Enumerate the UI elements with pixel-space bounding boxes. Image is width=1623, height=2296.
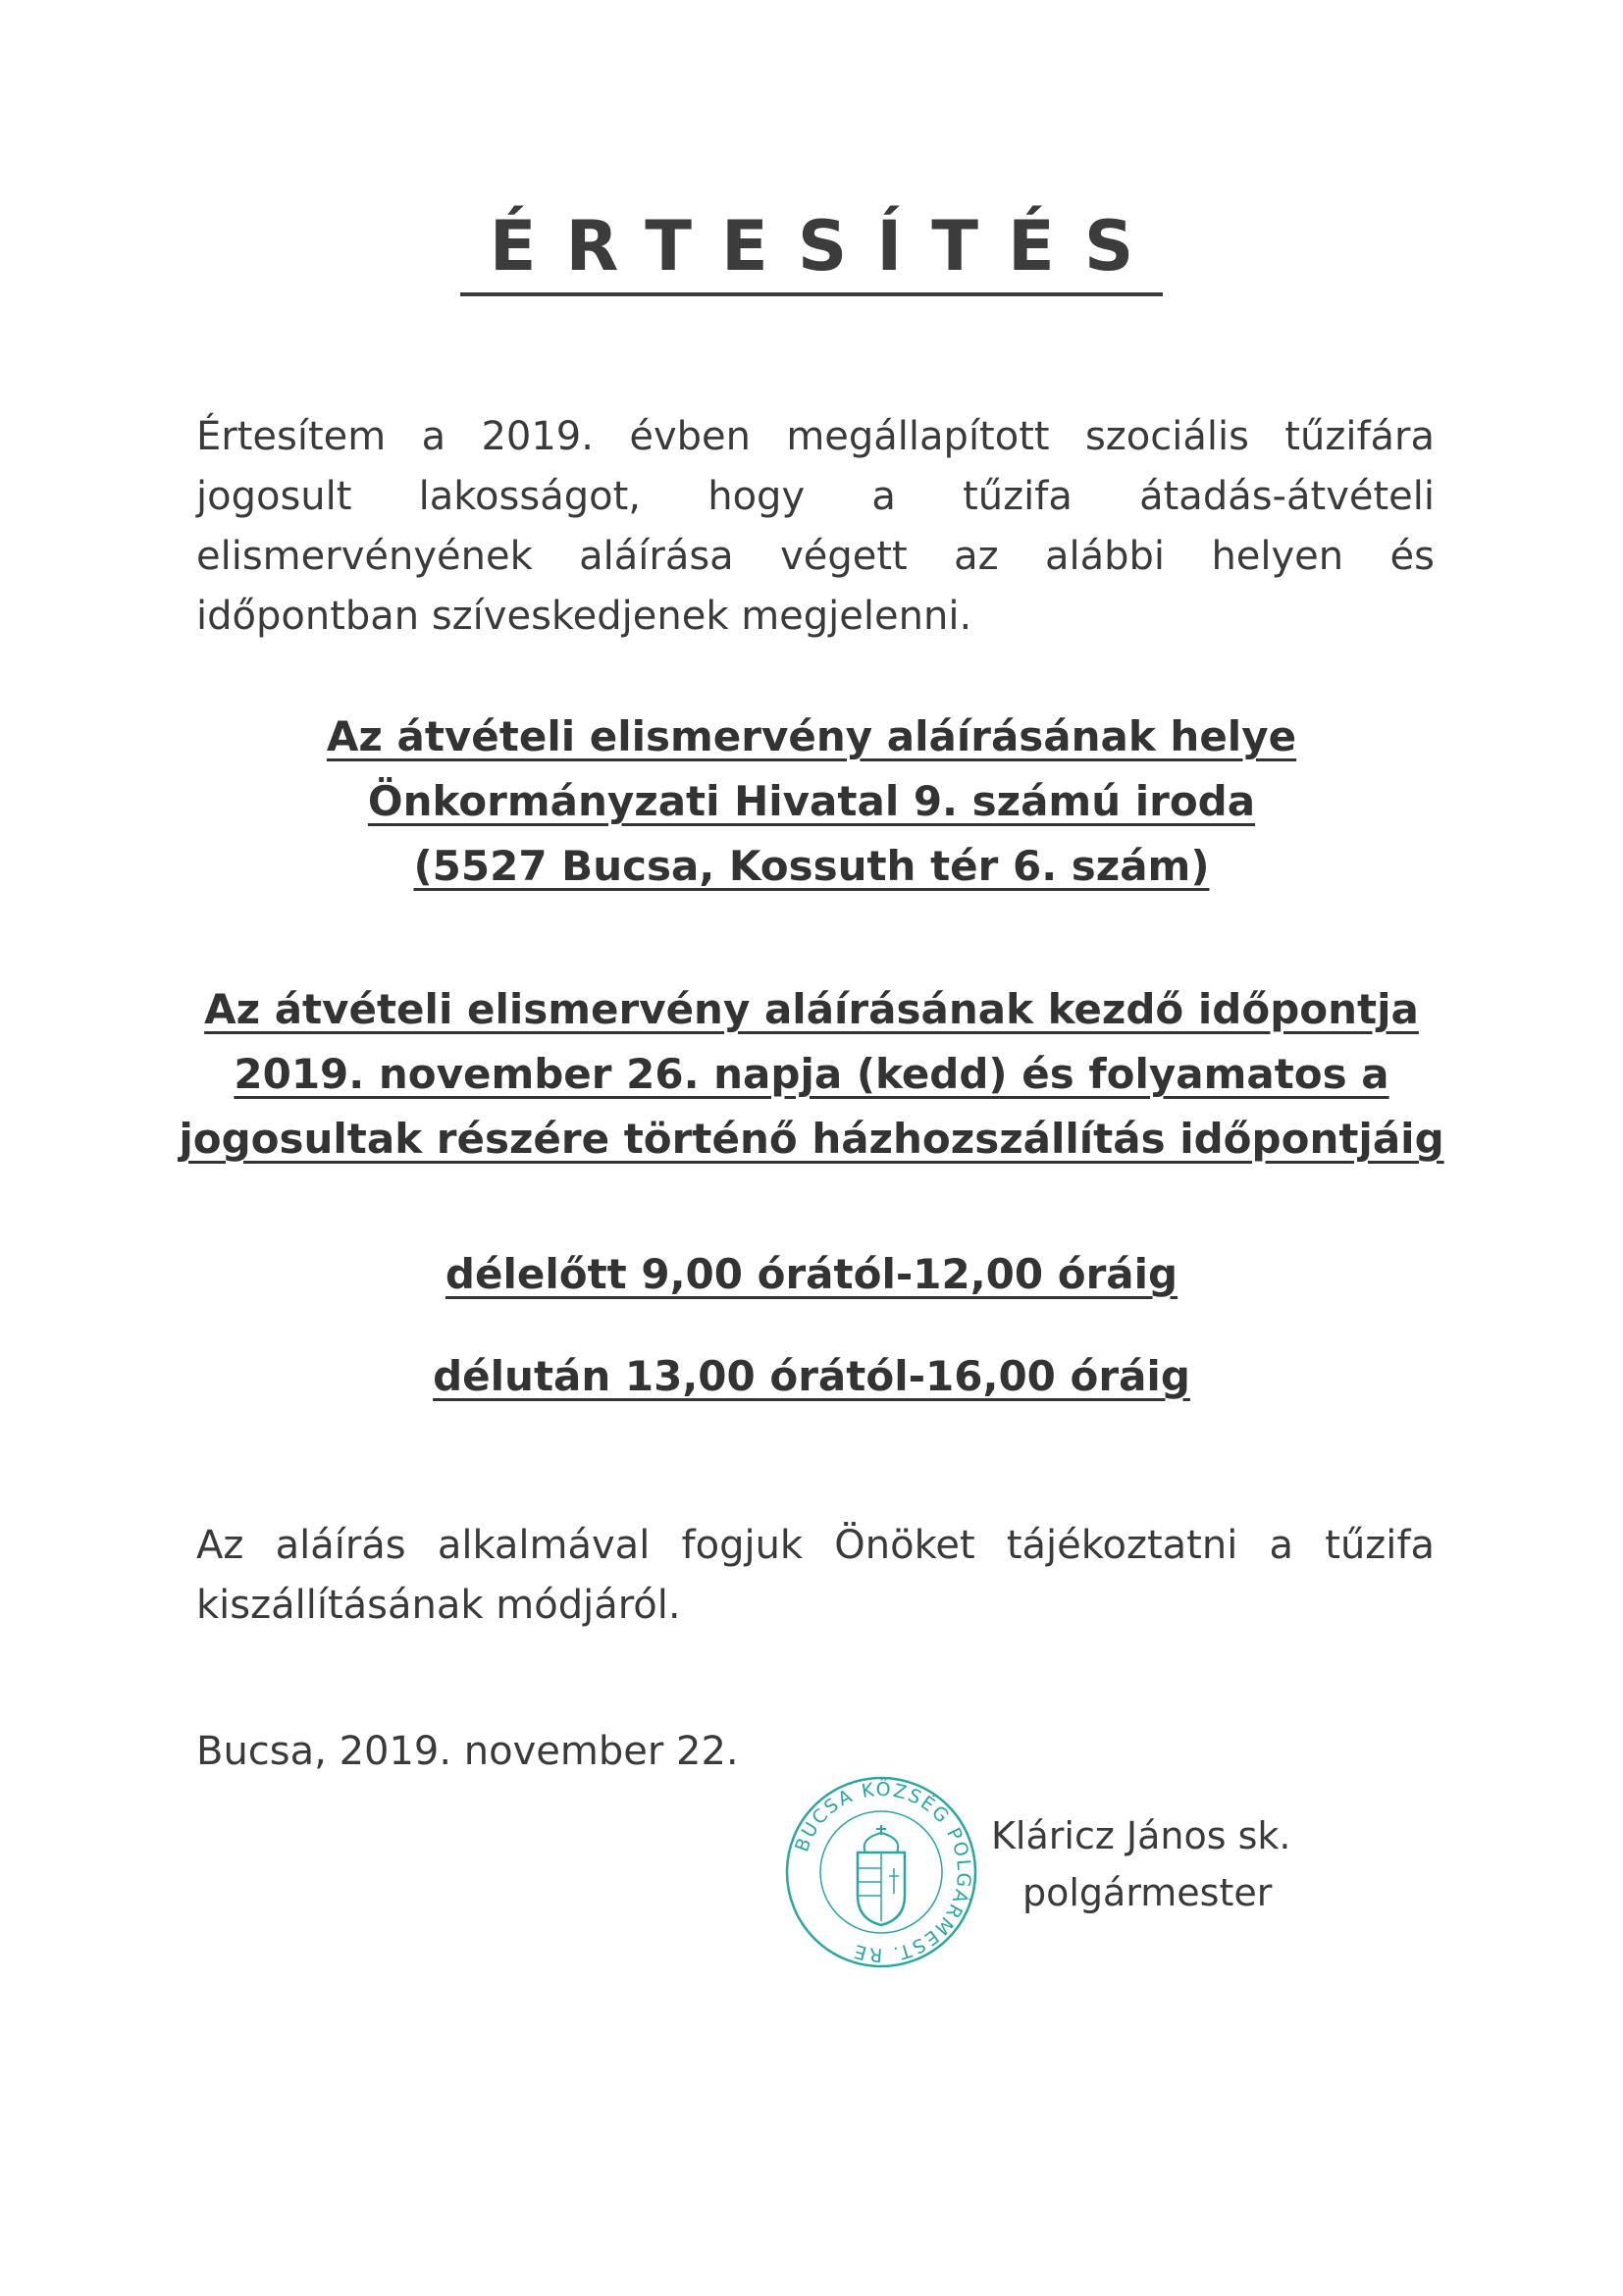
closing-paragraph: Az aláírás alkalmával fogjuk Önöket tájékoztatni a tűzifa kiszállításának módjáról. bbox=[196, 1523, 1435, 1628]
signer-role: polgármester bbox=[1022, 1871, 1273, 1914]
signing-start-block bbox=[118, 977, 1505, 1172]
signer-name: Kláricz János sk. bbox=[991, 1814, 1291, 1857]
morning-hours: délelőtt 9,00 órától-12,00 óráig bbox=[445, 1250, 1178, 1298]
signature-block bbox=[991, 1807, 1290, 1921]
stamp-text: BUCSA KÖZSÉG POLGÁRMEST. RE bbox=[791, 1778, 975, 1966]
place-office: Önkormányzati Hivatal 9. számú iroda bbox=[367, 777, 1256, 825]
place-heading: Az átvételi elismervény aláírásának helye bbox=[326, 712, 1297, 760]
start-date: 2019. november 26. napja (kedd) és folyamatos a bbox=[234, 1050, 1389, 1098]
signing-place-block bbox=[118, 704, 1505, 899]
place-and-date: Bucsa, 2019. november 22. bbox=[196, 1729, 739, 1774]
notice-title: ÉRTESÍTÉS bbox=[0, 206, 1623, 296]
afternoon-hours: délután 13,00 órától-16,00 óráig bbox=[433, 1352, 1190, 1400]
start-until: jogosultak részére történő házhozszállítás időpontjáig bbox=[179, 1115, 1444, 1163]
start-heading: Az átvételi elismervény aláírásának kezdő időpontja bbox=[204, 985, 1419, 1033]
official-stamp bbox=[783, 1774, 979, 1970]
intro-paragraph: Értesítem a 2019. évben megállapított szociális tűzifára jogosult lakosságot, hogy a tűzifa átadás-átvételi elismervényének aláírása végett az alábbi helyen és időpontban szíveskedjenek megjelenni. bbox=[196, 414, 1435, 639]
place-address: (5527 Bucsa, Kossuth tér 6. szám) bbox=[413, 842, 1210, 890]
